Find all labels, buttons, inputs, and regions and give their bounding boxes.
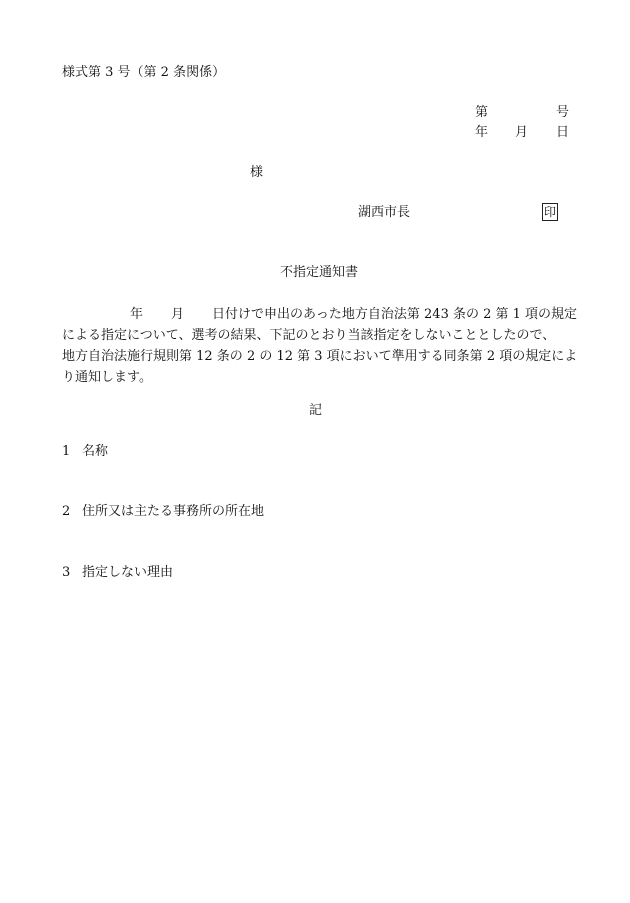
body-line-4: り通知します。: [62, 370, 152, 385]
body-line-2: による指定について、選考の結果、下記のとおり当該指定をしないこととしたので、: [62, 328, 556, 343]
body-month-label: 月: [171, 307, 185, 322]
body-line-3: 地方自治法施行規則第 12 条の 2 の 12 第 3 項において準用する同条第 2 項の規定によ: [62, 349, 578, 364]
ki-heading: 記: [309, 403, 323, 418]
addressee-honorific: 様: [250, 165, 264, 180]
body-year-label: 年: [130, 307, 144, 322]
date-month-label: 月: [515, 125, 529, 140]
body-text: [62, 304, 578, 388]
item-number: 2: [62, 504, 71, 519]
form-label: 様式第 3 号（第 2 条関係）: [62, 65, 226, 80]
item-number: 3: [62, 565, 71, 580]
list-item-address: [62, 504, 264, 520]
item-number: 1: [62, 444, 71, 459]
date-day-label: 日: [556, 125, 570, 140]
list-item-name: [62, 444, 108, 460]
issuer-name: 湖西市長: [358, 205, 411, 220]
item-label: 指定しない理由: [82, 565, 174, 580]
document-title: 不指定通知書: [280, 265, 359, 280]
item-label: 名称: [82, 444, 109, 459]
body-line-1: [62, 304, 578, 325]
body-line-1-text: 日付けで申出のあった地方自治法第 243 条の 2 第 1 項の規定: [212, 307, 578, 322]
list-item-reason: [62, 565, 173, 581]
date-year-label: 年: [475, 125, 489, 140]
item-label: 住所又は主たる事務所の所在地: [82, 504, 265, 519]
number-suffix: 号: [556, 105, 570, 120]
number-prefix: 第: [475, 105, 489, 120]
seal-stamp: 印: [543, 205, 556, 219]
